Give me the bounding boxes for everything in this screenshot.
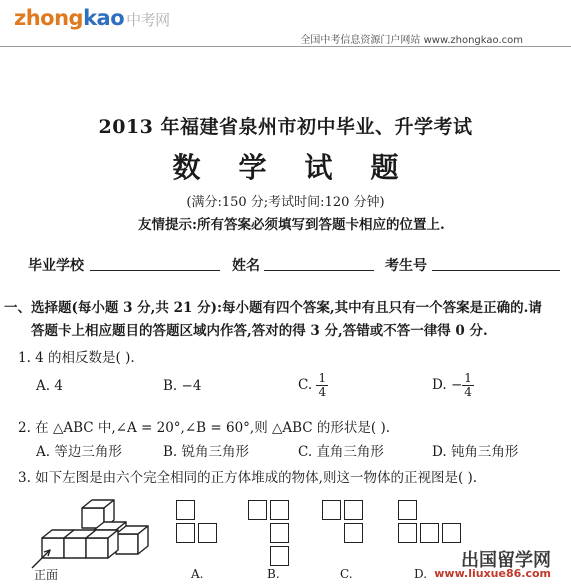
site-tagline: 全国中考信息资源门户网站 www.zhongkao.com (300, 35, 523, 46)
logo-text-kao: kao (83, 6, 125, 30)
q2-option-c: C. 直角三角形 (298, 444, 384, 460)
q3-a-square (176, 523, 195, 543)
exam-number-label: 考生号 (385, 258, 427, 274)
exam-title: 2013 年福建省泉州市初中毕业、升学考试 (98, 116, 473, 138)
q3-a-square (198, 523, 217, 543)
q3-b-square (270, 523, 289, 543)
q3-d-square (398, 523, 417, 543)
q1-option-d: D. − $\frac{1}{4}$ (432, 371, 472, 399)
watermark-url[interactable]: www.liuxue86.com (434, 567, 551, 580)
q2-option-b: B. 锐角三角形 (163, 444, 250, 460)
question-3-stem: 3. 如下左图是由六个完全相同的正方体堆成的物体,则这一物体的正视图是( ). (18, 470, 478, 486)
watermark-title: 出国留学网 (461, 550, 551, 571)
q2-option-d: D. 钝角三角形 (432, 444, 519, 460)
q3-c-square (344, 523, 363, 543)
fraction: $\frac{1}{4}$ (318, 371, 327, 399)
front-view-label: 正面 (34, 568, 59, 582)
section-instructions-line2: 答题卡上相应题目的答题区域内作答,答对的得 3 分,答错或不答一律得 0 分. (31, 323, 488, 339)
question-1-stem: 1. 4 的相反数是( ). (18, 350, 135, 366)
q3-option-c-label: C. (340, 567, 353, 581)
q3-a-square (176, 500, 195, 520)
q3-b-square (270, 546, 289, 566)
q3-d-square (398, 500, 417, 520)
name-label: 姓名 (232, 258, 260, 274)
fraction: $\frac{1}{4}$ (464, 371, 472, 399)
q1-option-b: B. −4 (163, 378, 202, 394)
exam-info: (满分:150 分;考试时间:120 分钟) (186, 195, 385, 210)
q3-d-square (442, 523, 461, 543)
cube-stack-figure (22, 494, 162, 570)
logo-text-zhong: zhong (14, 6, 84, 30)
section-instructions-line1: 一、选择题(每小题 3 分,共 21 分):每小题有四个答案,其中有且只有一个答案是正确的.请 (4, 300, 542, 316)
q3-c-square (344, 500, 363, 520)
q3-option-b-label: B. (267, 567, 280, 581)
header-divider (0, 46, 571, 47)
site-logo[interactable] (14, 6, 170, 30)
subject-title: 数学试题 (172, 151, 437, 184)
q1-option-c: C. $\frac{1}{4}$ (298, 371, 327, 399)
q2-option-a: A. 等边三角形 (36, 444, 122, 460)
q3-b-square (270, 500, 289, 520)
q3-c-square (322, 500, 341, 520)
name-blank[interactable] (264, 270, 374, 271)
exam-number-blank[interactable] (432, 270, 560, 271)
logo-text-cn: 中考网 (126, 11, 170, 29)
q3-option-d-label: D. (414, 567, 428, 581)
q1-option-a: A. 4 (36, 378, 63, 394)
school-label: 毕业学校 (28, 258, 84, 274)
question-2-stem: 2. 在 △ABC 中,∠A = 20°,∠B = 60°,则 △ABC 的形状是( ). (18, 420, 391, 436)
school-blank[interactable] (90, 270, 220, 271)
q3-option-a-label: A. (191, 567, 204, 581)
q3-b-square (248, 500, 267, 520)
q3-d-square (420, 523, 439, 543)
friendly-tip: 友情提示:所有答案必须填写到答题卡相应的位置上. (138, 217, 445, 233)
